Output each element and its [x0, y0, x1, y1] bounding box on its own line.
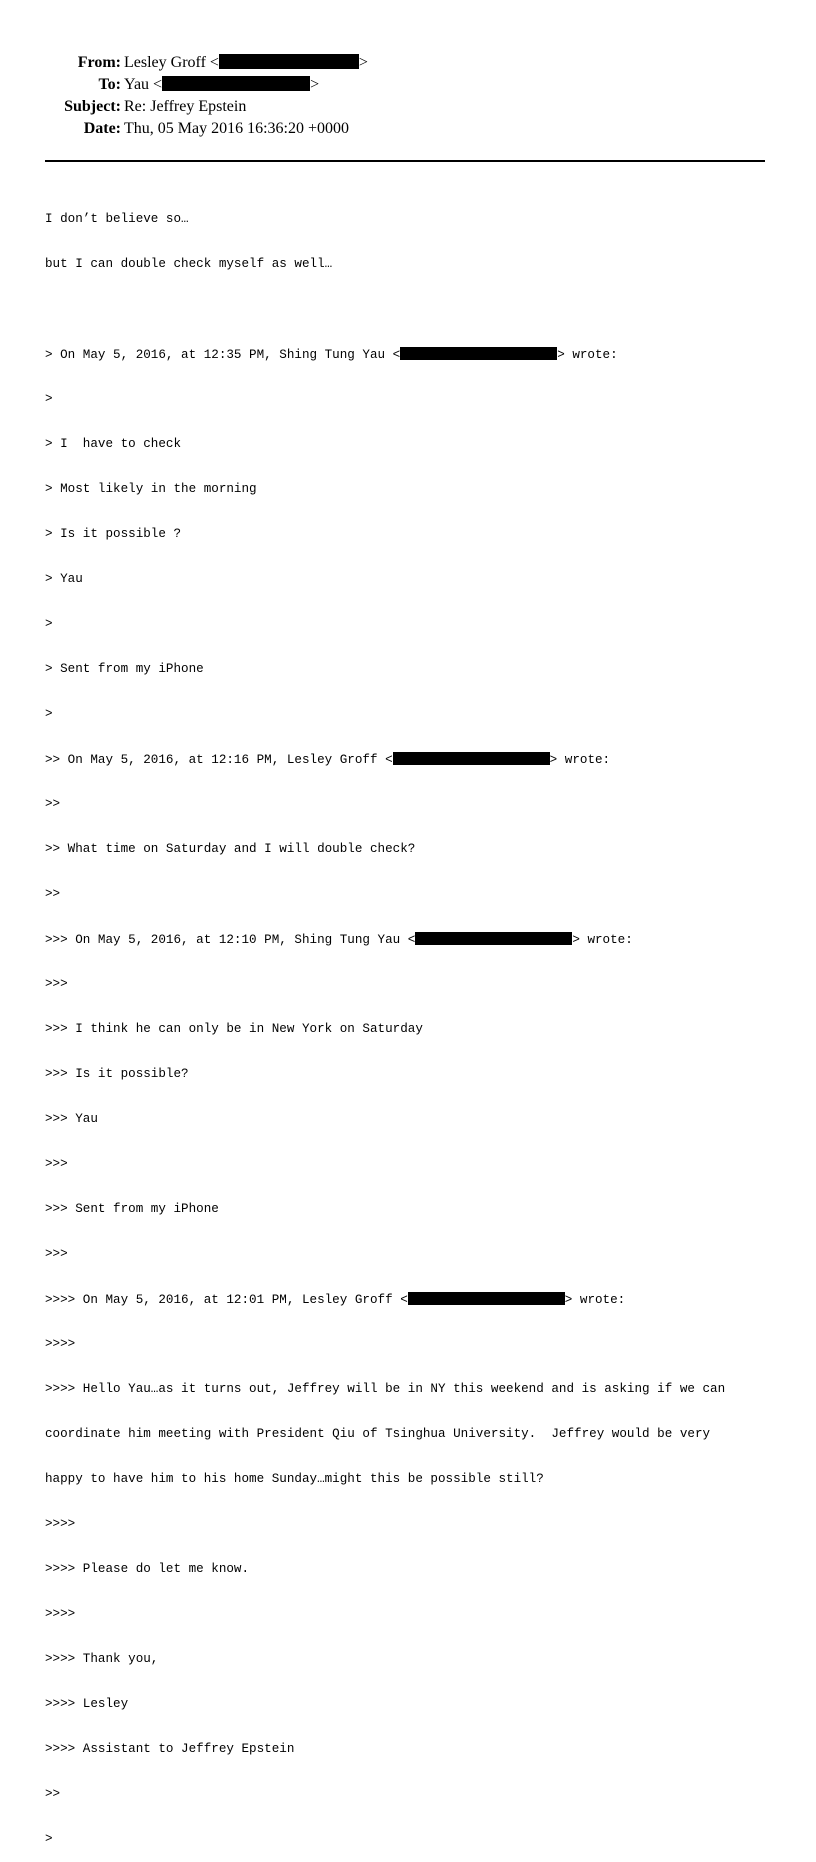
body-line: >>>>	[45, 1607, 76, 1621]
redaction-block	[415, 932, 572, 945]
redaction-block	[219, 54, 359, 69]
quote-header-text: >>> On May 5, 2016, at 12:10 PM, Shing Tung Yau <	[45, 933, 416, 947]
body-line: > Sent from my iPhone	[45, 662, 204, 676]
quote-header-line	[45, 932, 775, 947]
body-line: >>>	[45, 1247, 68, 1261]
date-value: Thu, 05 May 2016 16:36:20 +0000	[124, 120, 350, 137]
subject-row	[0, 96, 816, 118]
body-line: > Is it possible ?	[45, 527, 182, 541]
quote-header-tail: > wrote:	[557, 348, 618, 362]
body-line: >>>> Lesley	[45, 1697, 129, 1711]
quote-header-line	[45, 347, 775, 362]
to-value	[124, 74, 319, 96]
body-line: I don’t believe so…	[45, 212, 189, 226]
body-line: >	[45, 707, 53, 721]
body-line: >>> I think he can only be in New York on Saturday	[45, 1022, 423, 1036]
date-row	[0, 118, 816, 140]
subject-value: Re: Jeffrey Epstein	[124, 98, 247, 115]
body-line: >>>> Hello Yau…as it turns out, Jeffrey will be in NY this weekend and is asking if we can	[45, 1382, 726, 1396]
body-line: >	[45, 392, 53, 406]
redaction-block	[162, 76, 310, 91]
body-line	[45, 302, 775, 317]
body-line: >>>>	[45, 1517, 76, 1531]
from-name: Lesley Groff <	[124, 54, 219, 71]
body-line: >>> Sent from my iPhone	[45, 1202, 219, 1216]
body-line: happy to have him to his home Sunday…might this be possible still?	[45, 1472, 544, 1486]
body-line: >>> Yau	[45, 1112, 98, 1126]
from-value	[124, 52, 368, 74]
quote-header-tail: > wrote:	[564, 1293, 626, 1307]
email-body	[45, 182, 775, 1862]
body-line: >>>> Thank you,	[45, 1652, 159, 1666]
to-close: >	[310, 76, 320, 93]
body-line: >>> Is it possible?	[45, 1067, 189, 1081]
body-line: but I can double check myself as well…	[45, 257, 333, 271]
body-line: >> What time on Saturday and I will double check?	[45, 842, 416, 856]
to-name: Yau <	[124, 76, 163, 93]
date-label: Date:	[83, 120, 121, 137]
body-line: >>	[45, 797, 61, 811]
from-close: >	[358, 54, 368, 71]
quote-header-tail: > wrote:	[572, 933, 633, 947]
email-header	[0, 52, 816, 140]
quote-header-line	[45, 752, 775, 767]
header-divider	[45, 160, 765, 162]
from-label: From:	[77, 54, 121, 71]
body-line: > I have to check	[45, 437, 182, 451]
redaction-block	[400, 347, 557, 360]
to-label: To:	[98, 76, 121, 93]
body-line: >>>> Assistant to Jeffrey Epstein	[45, 1742, 295, 1756]
body-line: >	[45, 617, 53, 631]
body-line: >>>	[45, 1157, 68, 1171]
quote-header-text: >> On May 5, 2016, at 12:16 PM, Lesley Groff <	[45, 753, 393, 767]
redaction-block	[408, 1292, 565, 1305]
body-line: >>>> Please do let me know.	[45, 1562, 250, 1576]
body-line: >>	[45, 1787, 61, 1801]
subject-label: Subject:	[64, 98, 121, 115]
quote-header-line	[45, 1292, 775, 1307]
body-line: >>>>	[45, 1337, 76, 1351]
body-line: >>>	[45, 977, 68, 991]
redaction-block	[393, 752, 550, 765]
body-line: > Yau	[45, 572, 83, 586]
body-line: >>	[45, 887, 61, 901]
quote-header-text: > On May 5, 2016, at 12:35 PM, Shing Tung Yau <	[45, 348, 401, 362]
body-line: >	[45, 1832, 53, 1846]
from-row	[0, 52, 816, 74]
quote-header-tail: > wrote:	[549, 753, 611, 767]
quote-header-text: >>>> On May 5, 2016, at 12:01 PM, Lesley Groff <	[45, 1293, 408, 1307]
body-line: > Most likely in the morning	[45, 482, 257, 496]
body-line: coordinate him meeting with President Qiu of Tsinghua University. Jeffrey would be very	[45, 1427, 711, 1441]
to-row	[0, 74, 816, 96]
